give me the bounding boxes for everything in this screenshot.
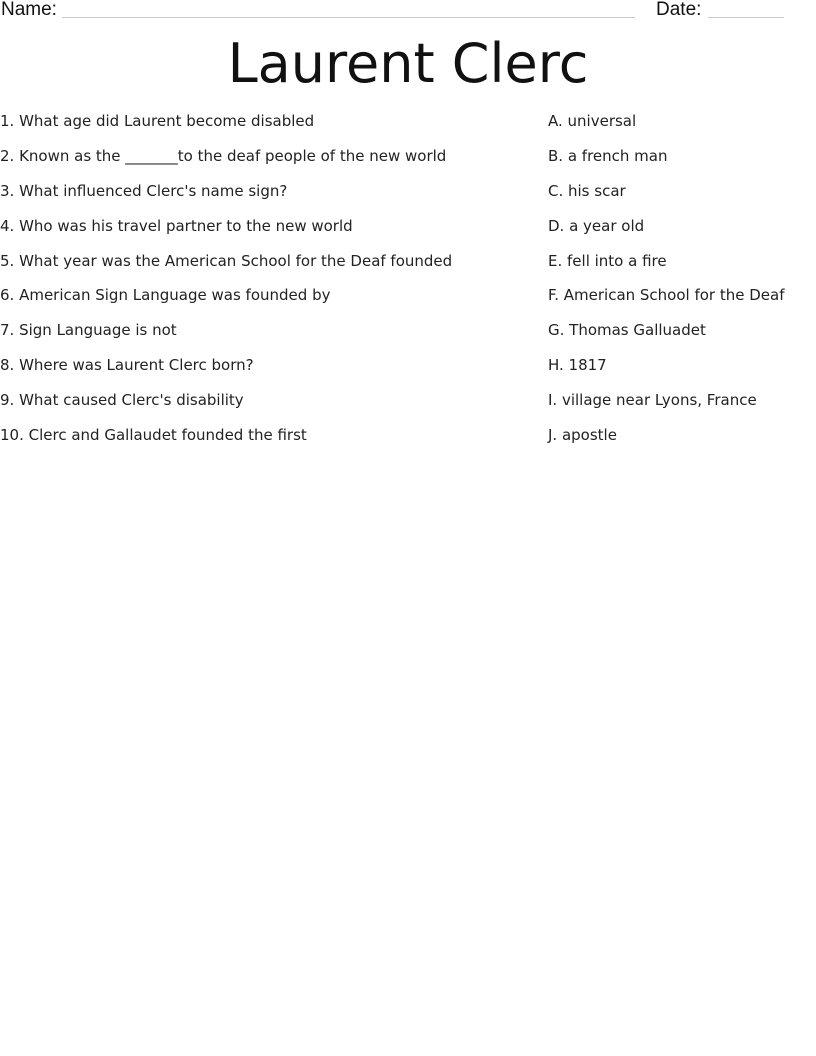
- question-item: 5. What year was the American School for the Deaf founded: [0, 251, 453, 270]
- question-item: 8. Where was Laurent Clerc born?: [0, 356, 254, 375]
- answer-item: C. his scar: [548, 181, 626, 200]
- answer-item: F. American School for the Deaf: [548, 286, 785, 305]
- answer-item: A. universal: [548, 112, 637, 130]
- answer-item: G. Thomas Galluadet: [548, 321, 706, 340]
- answer-item: J. apostle: [548, 426, 617, 445]
- question-item: 6. American Sign Language was founded by: [0, 286, 331, 305]
- question-item: 9. What caused Clerc's disability: [0, 391, 244, 410]
- questions-list: [0, 111, 540, 460]
- worksheet-title: Laurent Clerc: [227, 32, 589, 95]
- name-label: Name:: [1, 0, 57, 20]
- question-item: 10. Clerc and Gallaudet founded the first: [0, 426, 307, 445]
- answer-item: D. a year old: [548, 216, 645, 235]
- name-blank-line: [62, 17, 635, 18]
- question-item: 4. Who was his travel partner to the new world: [0, 216, 353, 235]
- answer-item: E. fell into a fire: [548, 251, 667, 270]
- worksheet-header: [0, 0, 816, 22]
- question-item: 3. What influenced Clerc's name sign?: [0, 181, 288, 200]
- answer-item: I. village near Lyons, France: [548, 391, 757, 410]
- date-blank-line: [708, 17, 784, 18]
- question-item: 7. Sign Language is not: [0, 321, 177, 340]
- question-item: 2. Known as the _______to the deaf people of the new world: [0, 146, 447, 165]
- date-label: Date:: [656, 0, 702, 20]
- answer-item: H. 1817: [548, 356, 607, 375]
- question-item: 1. What age did Laurent become disabled: [0, 112, 315, 130]
- answers-list: [548, 111, 816, 460]
- answer-item: B. a french man: [548, 146, 668, 165]
